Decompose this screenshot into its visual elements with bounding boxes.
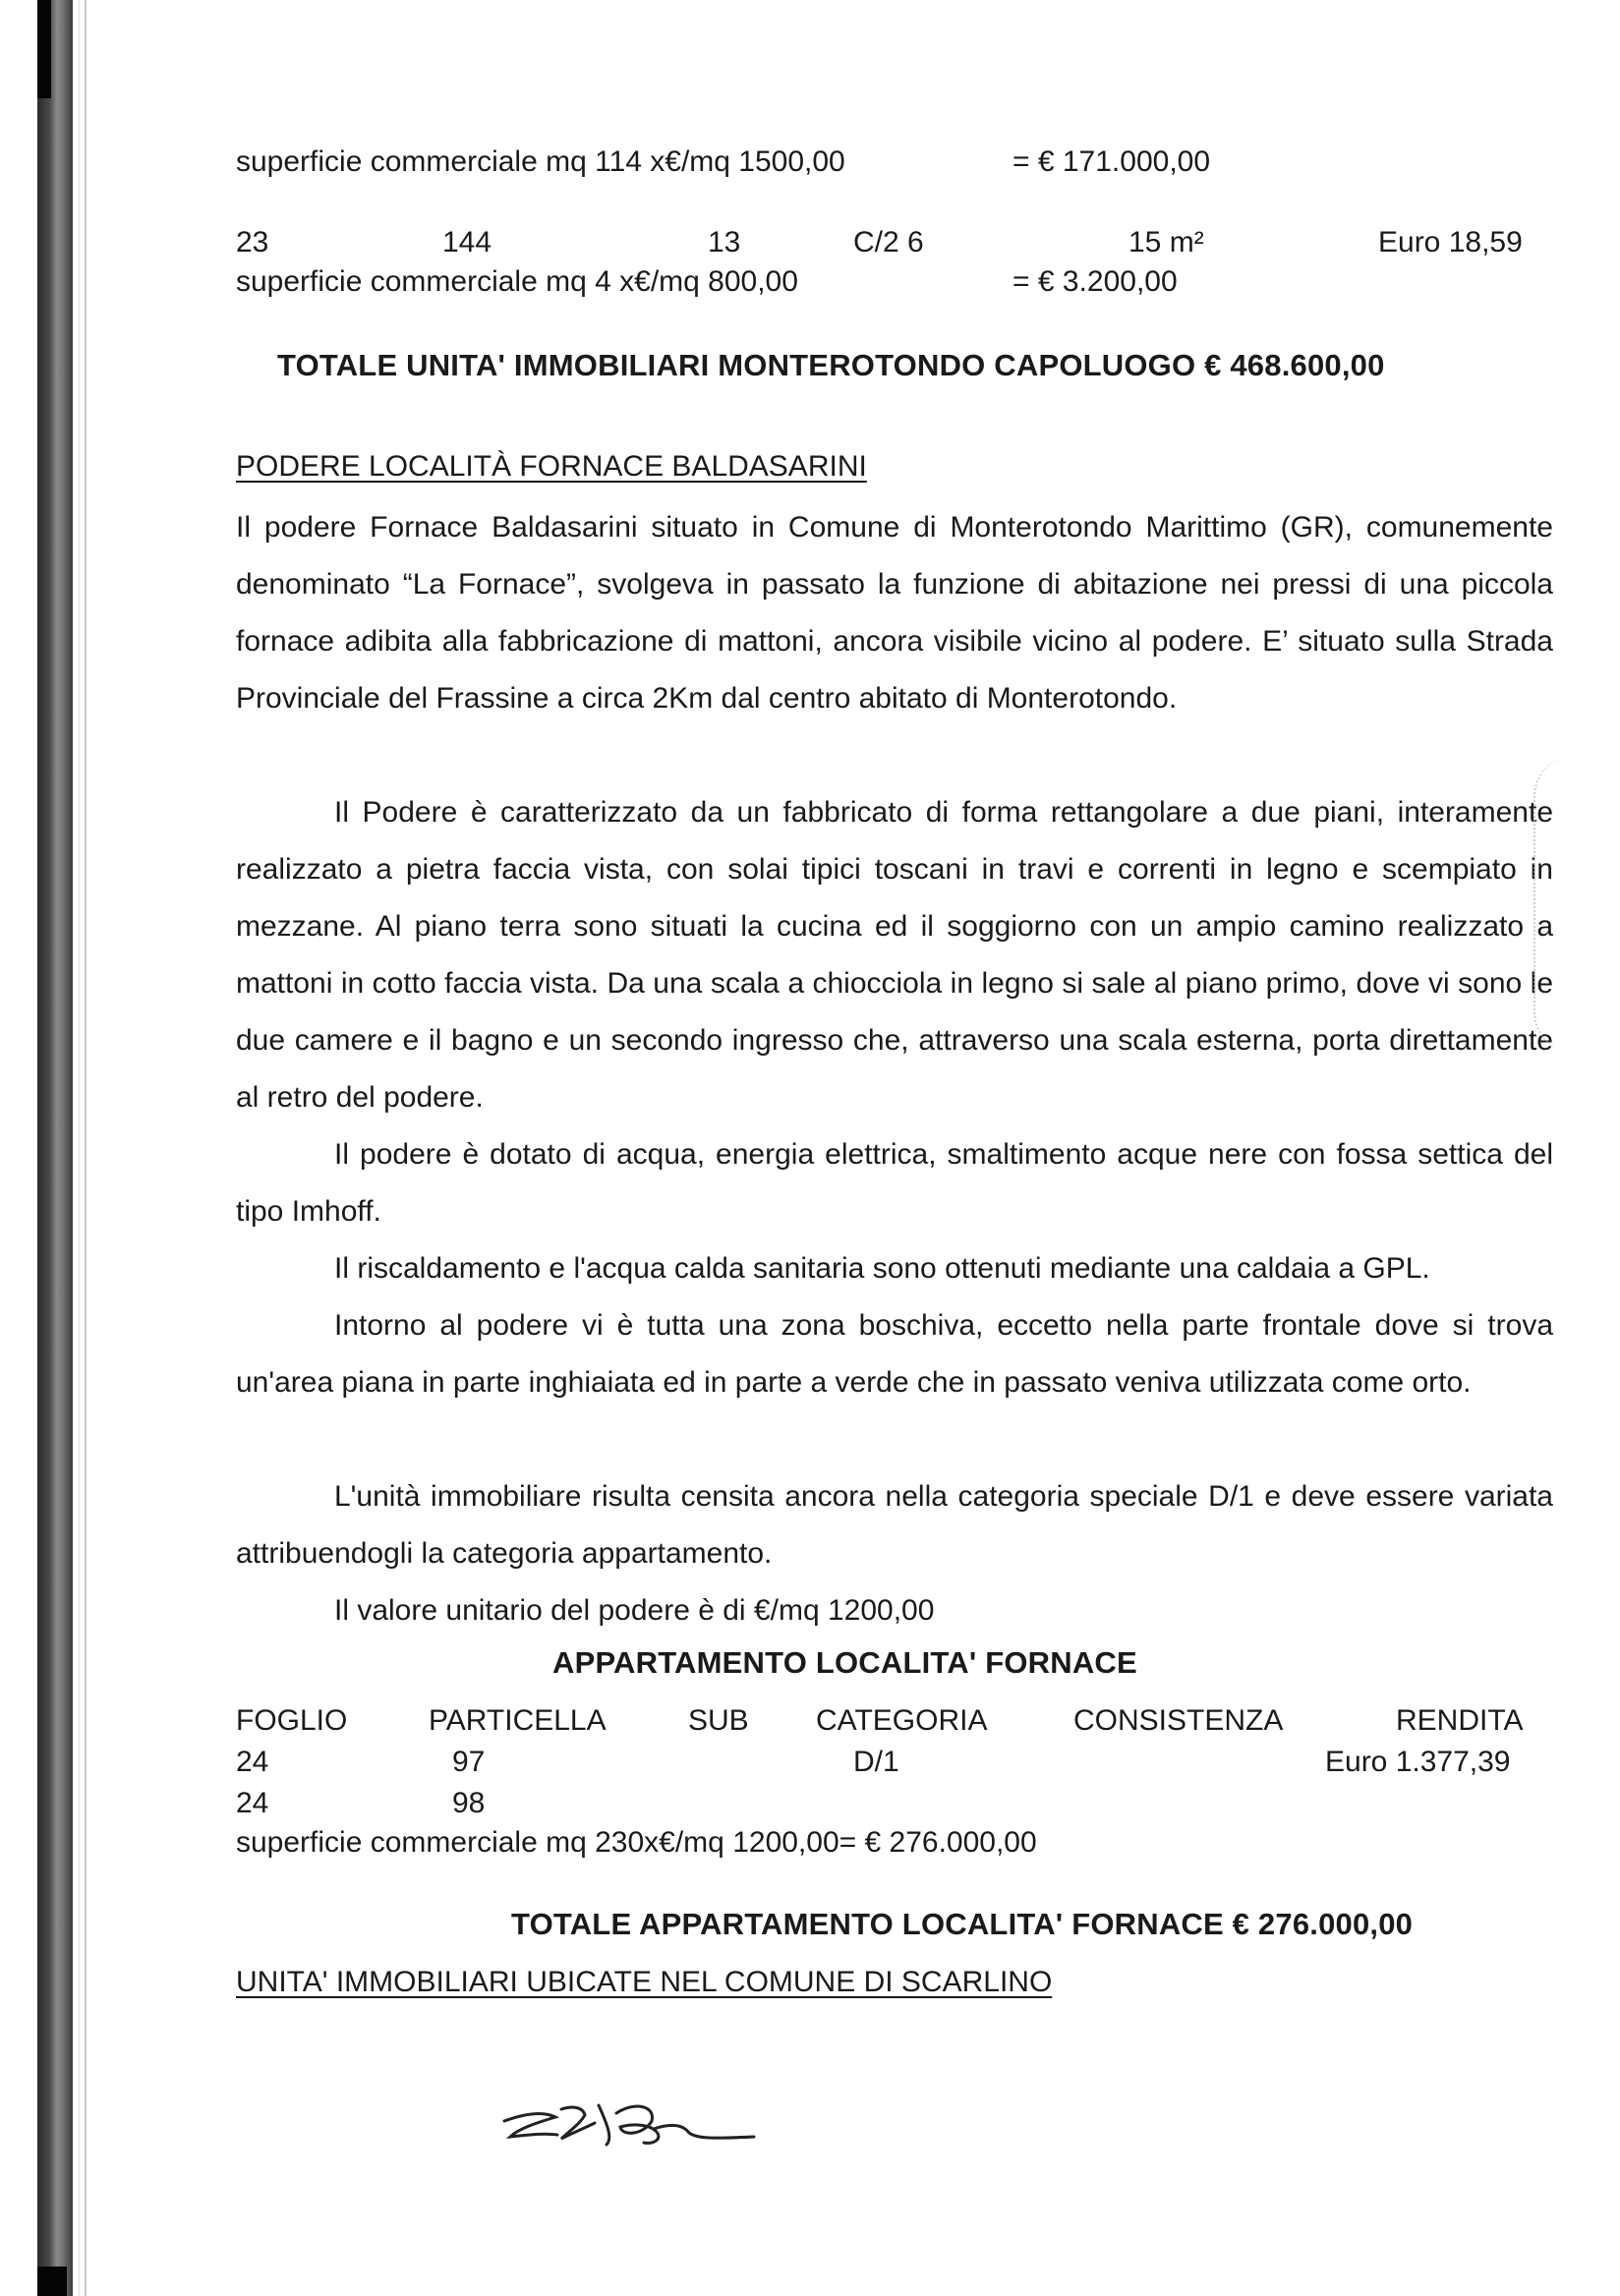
column-header: CATEGORIA [816, 1704, 988, 1737]
surface-line: superficie commerciale mq 4 x€/mq 800,00 [236, 265, 798, 298]
row-categoria: C/2 6 [853, 226, 924, 258]
surface-line: superficie commerciale mq 114 x€/mq 1500,00 [236, 145, 845, 178]
signature [496, 2084, 762, 2162]
paragraph: Il valore unitario del podere è di €/mq 1200,00 [334, 1594, 935, 1627]
paragraph: Il Podere è caratterizzato da un fabbricato di forma rettangolare a due piani, interamente realizzato a pietra faccia vista, con solai tipici toscani in travi e correnti in legno e scempiato in mezzane. Al piano terra sono situati la cucina ed il soggiorno con un ampio camino realizzato a mattoni in cotto faccia vista. Da una scala a chiocciola in legno si sale al piano primo, dove vi sono le due camere e il bagno e un secondo ingresso che, attraverso una scala esterna, porta direttamente al retro del podere. [236, 796, 1553, 1114]
scan-margin-line [79, 0, 80, 2296]
paragraph: Il podere è dotato di acqua, energia elettrica, smaltimento acque nere con fossa settica del tipo Imhoff. [236, 1138, 1553, 1228]
row-consistenza: 15 m² [1128, 226, 1204, 258]
paragraph: Il podere Fornace Baldasarini situato in Comune di Monterotondo Marittimo (GR), comunemente denominato “La Fornace”, svolgeva in passato la funzione di abitazione nei pressi di una piccola fornace adibita alla fabbricazione di mattoni, ancora visibile vicino al podere. E’ situato sulla Strada Provinciale del Frassine a circa 2Km dal centro abitato di Monterotondo. [236, 511, 1553, 715]
row-rendita: Euro 18,59 [1378, 226, 1523, 258]
paragraph: Il riscaldamento e l'acqua calda sanitaria sono ottenuti mediante una caldaia a GPL. [334, 1252, 1430, 1285]
column-header: FOGLIO [236, 1704, 348, 1737]
table-cell: Euro 1.377,39 [1325, 1746, 1511, 1778]
surface-value: = € 3.200,00 [1012, 265, 1178, 298]
section-heading: PODERE LOCALITÀ FORNACE BALDASARINI [236, 450, 867, 483]
row-foglio: 23 [236, 226, 269, 258]
section-heading: UNITA' IMMOBILIARI UBICATE NEL COMUNE DI SCARLINO [236, 1966, 1053, 1998]
paragraph: L'unità immobiliare risulta censita ancora nella categoria speciale D/1 e deve essere variata attribuendogli la categoria appartamento. [236, 1480, 1553, 1570]
table-cell: 24 [236, 1746, 269, 1778]
table-cell: D/1 [853, 1746, 899, 1778]
column-header: RENDITA [1396, 1704, 1524, 1737]
surface-line: superficie commerciale mq 230x€/mq 1200,00= € 276.000,00 [236, 1826, 1037, 1859]
column-header: PARTICELLA [429, 1704, 607, 1737]
row-particella: 144 [442, 226, 492, 258]
surface-value: = € 171.000,00 [1012, 145, 1211, 178]
paragraph: Intorno al podere vi è tutta una zona boschiva, eccetto nella parte frontale dove si trova un'area piana in parte inghiaiata ed in parte a verde che in passato veniva utilizzata come orto. [236, 1309, 1553, 1399]
scan-margin-strip [37, 0, 73, 2296]
table-cell: 97 [452, 1746, 486, 1778]
section-heading: APPARTAMENTO LOCALITA' FORNACE [552, 1645, 1137, 1680]
row-sub: 13 [708, 226, 741, 258]
scan-margin-line [85, 0, 87, 2296]
column-header: CONSISTENZA [1073, 1704, 1284, 1737]
stamp-mark [1533, 757, 1620, 1052]
table-cell: 98 [452, 1787, 486, 1819]
column-header: SUB [688, 1704, 749, 1737]
total-appartamento: TOTALE APPARTAMENTO LOCALITA' FORNACE € 276.000,00 [511, 1907, 1414, 1941]
table-cell: 24 [236, 1787, 269, 1819]
total-monterotondo: TOTALE UNITA' IMMOBILIARI MONTEROTONDO CAPOLUOGO € 468.600,00 [277, 348, 1385, 382]
